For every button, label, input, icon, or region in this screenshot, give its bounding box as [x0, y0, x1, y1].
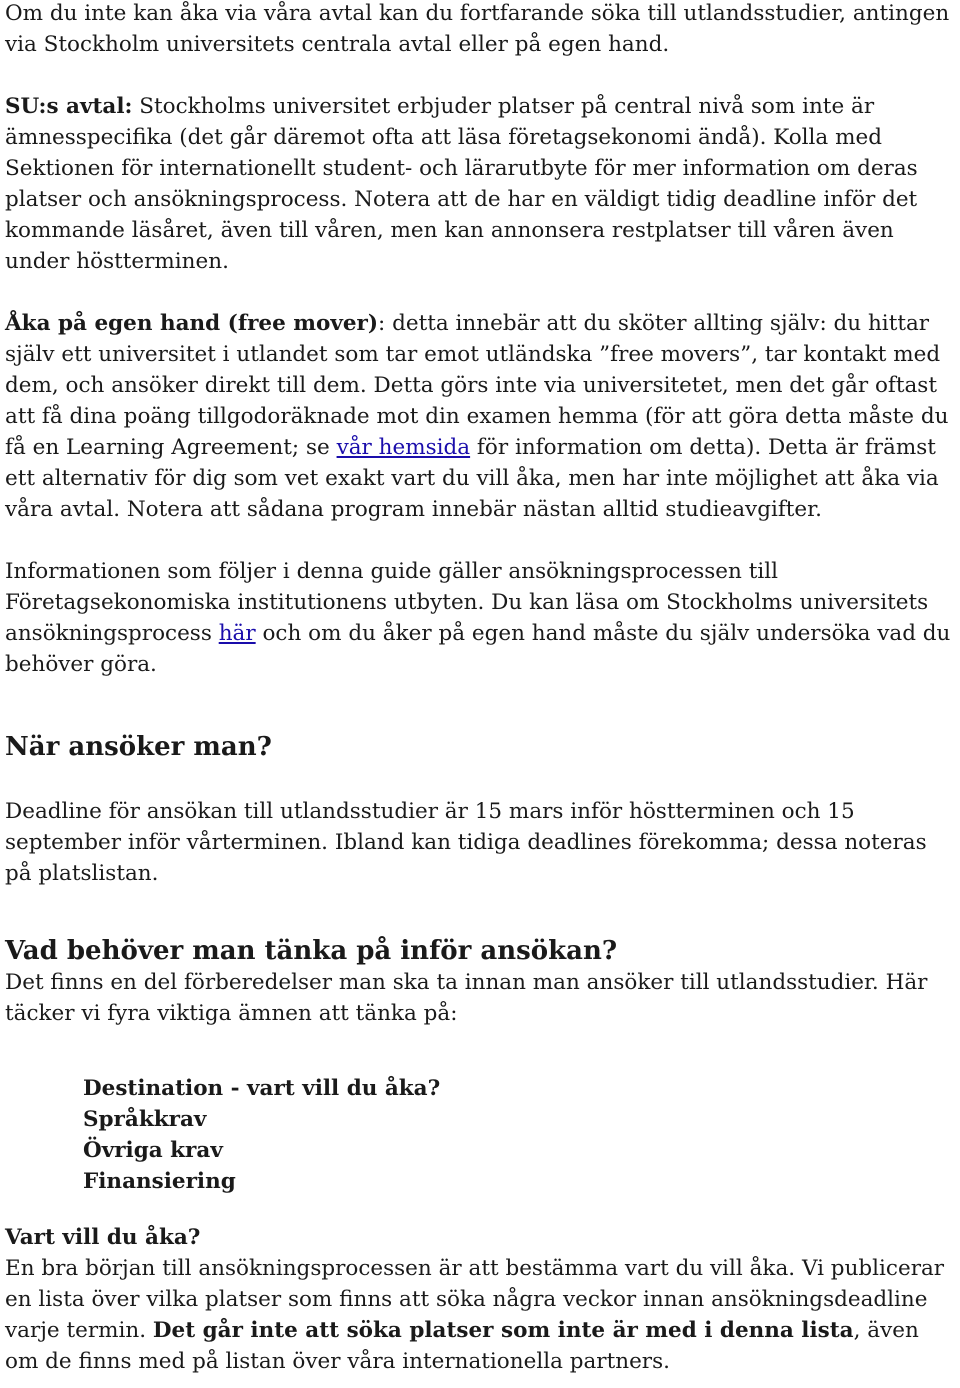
- topic-item-destination: Destination - vart vill du åka?: [83, 1076, 441, 1101]
- intro-paragraph: Om du inte kan åka via våra avtal kan du fortfarande söka till utlandsstudier, antingen via Stockholm universitets centrala avtal eller på egen hand.: [5, 1, 950, 57]
- topic-item-language: Språkkrav: [83, 1107, 207, 1132]
- guide-info-text-1: Informationen som följer i denna guide gäller ansökningsprocessen till Företagsekonomiska institutionens utbyten. Du kan läsa om Stockholms universitets ansökningsprocess: [5, 559, 929, 646]
- su-agreement-paragraph: [5, 91, 957, 277]
- where-heading: Vart vill du åka?: [5, 1225, 201, 1250]
- our-website-link[interactable]: vår hemsida: [336, 435, 471, 460]
- where-paragraph: [5, 1253, 957, 1377]
- deadline-paragraph: Deadline för ansökan till utlandsstudier är 15 mars inför höstterminen och 15 september inför vårterminen. Ibland kan tidiga deadlines förekomma; dessa noteras på platslistan.: [5, 799, 927, 886]
- free-mover-text-1: : detta innebär att du sköter allting själv: du hittar själv ett universitet i utlandet som tar emot utländska ”free movers”, tar kontakt med dem, och ansöker direkt till dem. Detta görs inte via universitetet, men det går oftast att få dina poäng tillgodoräknade mot din examen hemma (för att göra detta måste du få en Learning Agreement; se: [5, 311, 949, 460]
- su-agreement-text: Stockholms universitet erbjuder platser på central nivå som inte är ämnesspecifika (det går däremot ofta att läsa företagsekonomi ändå). Kolla med Sektionen för internationellt student- och lärarutbyte för mer information om deras platser och ansökningsprocess. Notera att de har en väldigt tidig deadline inför det kommande läsåret, även till våren, men kan annonsera restplatser till våren även under höstterminen.: [5, 94, 918, 274]
- when-to-apply-heading: När ansöker man?: [5, 732, 272, 762]
- guide-info-paragraph: [5, 556, 957, 680]
- topic-item-finance: Finansiering: [83, 1169, 236, 1194]
- su-agreement-label: SU:s avtal:: [5, 94, 133, 119]
- where-text-2: , även om de finns med på listan över våra internationella partners.: [5, 1318, 919, 1374]
- free-mover-paragraph: [5, 308, 957, 525]
- where-bold-text: Det går inte att söka platser som inte är med i denna lista: [152, 1318, 854, 1343]
- topics-list: [83, 1073, 957, 1197]
- topic-item-other: Övriga krav: [83, 1138, 223, 1163]
- free-mover-text-2: för information om detta). Detta är främst ett alternativ för dig som vet exakt vart du vill åka, men har inte möjlighet att åka via våra avtal. Notera att sådana program innebär nästan alltid studieavgifter.: [5, 435, 939, 522]
- preparation-paragraph: Det finns en del förberedelser man ska ta innan man ansöker till utlandsstudier. Här täcker vi fyra viktiga ämnen att tänka på:: [5, 970, 928, 1026]
- here-link[interactable]: här: [218, 621, 256, 646]
- where-text-1: En bra början till ansökningsprocessen är att bestämma vart du vill åka. Vi publicerar en lista över vilka platser som finns att söka några veckor innan ansökningsdeadline varje termin.: [5, 1256, 945, 1343]
- guide-info-text-2: och om du åker på egen hand måste du själv undersöka vad du behöver göra.: [5, 621, 951, 677]
- free-mover-label: Åka på egen hand (free mover): [5, 311, 379, 336]
- preparation-heading: Vad behöver man tänka på inför ansökan?: [5, 936, 618, 966]
